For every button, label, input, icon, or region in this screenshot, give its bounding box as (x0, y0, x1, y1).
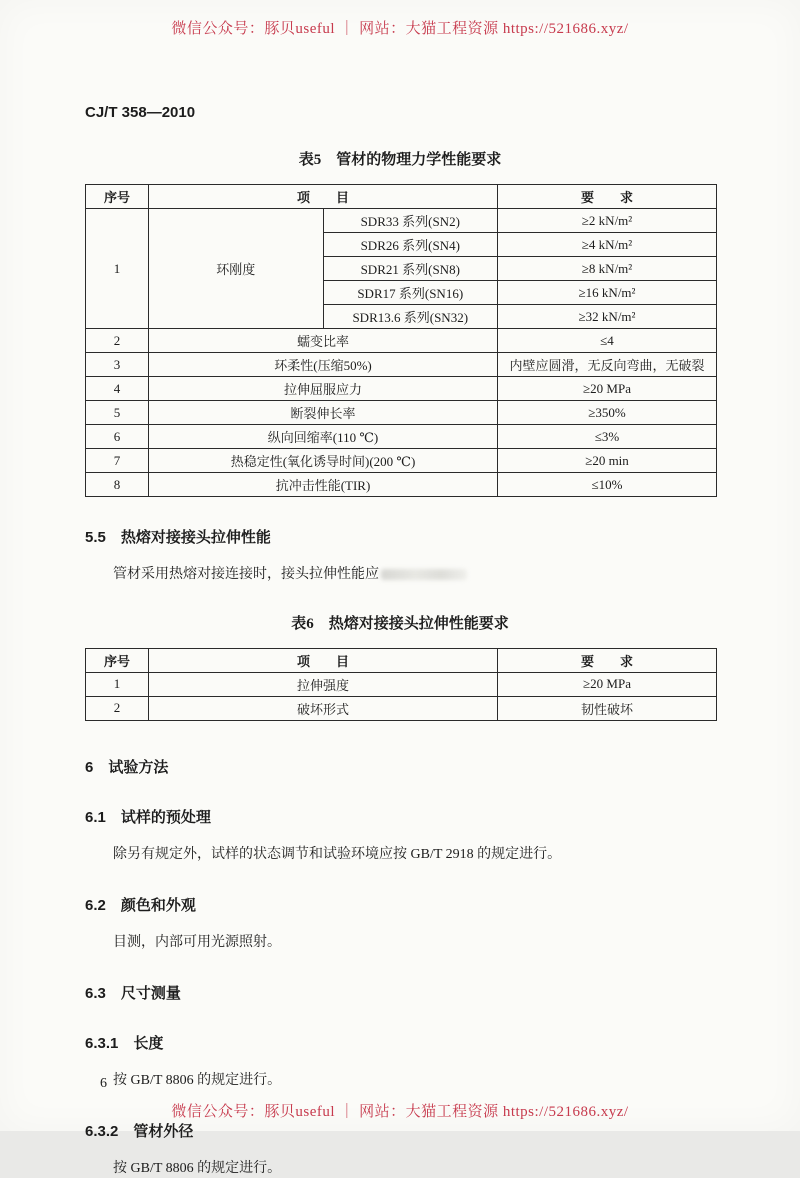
section-5-5-heading: 5.5 热熔对接接头拉伸性能 (85, 529, 271, 546)
table5 (85, 184, 717, 497)
table5-ring-item: SDR26 系列(SN4) (323, 233, 498, 257)
table5-row-no: 5 (86, 401, 149, 425)
table5-row-req: ≤3% (498, 425, 717, 449)
table-row (86, 353, 717, 377)
table5-row-req: ≥350% (498, 401, 717, 425)
section-5-5-paragraph (85, 566, 717, 585)
table-row (86, 401, 717, 425)
table5-ring-req: ≥2 kN/m² (498, 209, 717, 233)
table5-row-no: 4 (86, 377, 149, 401)
section-6-3-2-heading: 6.3.2 管材外径 (85, 1122, 194, 1140)
table-row (86, 329, 717, 353)
doc-number: CJ/T 358—2010 (85, 104, 196, 121)
table-row (86, 425, 717, 449)
table5-ring-item: SDR17 系列(SN16) (323, 281, 498, 305)
table6-row-no: 1 (86, 672, 149, 696)
table5-header-no: 序号 (86, 185, 149, 209)
section-6-3-1-heading: 6.3.1 长度 (85, 1034, 164, 1052)
table5-row-no: 8 (86, 473, 149, 497)
section-6-3-1-paragraph: 按 GB/T 8806 的规定进行。 (113, 1072, 282, 1088)
page-number: 6 (100, 1076, 107, 1091)
illegible-text-smudge (381, 569, 467, 580)
table-row (86, 377, 717, 401)
table5-ring-req: ≥16 kN/m² (498, 281, 717, 305)
table5-row-item: 热稳定性(氧化诱导时间)(200 ℃) (149, 449, 498, 473)
section-6-2-heading: 6.2 颜色和外观 (85, 896, 196, 914)
table5-row-item: 环柔性(压缩50%) (149, 353, 498, 377)
table6-row-no: 2 (86, 696, 149, 720)
section-6-1-paragraph: 除另有规定外，试样的状态调节和试验环境应按 GB/T 2918 的规定进行。 (113, 846, 562, 862)
table6-row-req: ≥20 MPa (498, 672, 717, 696)
table5-row-req: ≤4 (498, 329, 717, 353)
table6-row-item: 拉伸强度 (149, 672, 498, 696)
watermark-bottom: 微信公众号：豚贝useful ｜ 网站：大猫工程资源 https://521686.xyz/ (171, 1104, 629, 1120)
table-row (86, 672, 717, 696)
table5-ring-item: SDR13.6 系列(SN32) (323, 305, 498, 329)
table6-header-no: 序号 (86, 648, 149, 672)
table5-row-item: 纵向回缩率(110 ℃) (149, 425, 498, 449)
table6-header-item: 项 目 (149, 648, 498, 672)
section-6-2-paragraph: 目测，内部可用光源照射。 (113, 934, 281, 950)
watermark-top: 微信公众号：豚贝useful ｜ 网站：大猫工程资源 https://521686.xyz/ (171, 21, 629, 37)
table5-header-item: 项 目 (149, 185, 498, 209)
table6-header-row (86, 648, 717, 672)
table-row (86, 696, 717, 720)
table5-ring-item: SDR33 系列(SN2) (323, 209, 498, 233)
table5-ring-label: 环刚度 (149, 209, 324, 329)
table5-title: 表5 管材的物理力学性能要求 (298, 152, 502, 168)
table6-row-item: 破坏形式 (149, 696, 498, 720)
table5-ring-req: ≥32 kN/m² (498, 305, 717, 329)
section-6-1-heading: 6.1 试样的预处理 (85, 808, 211, 826)
section-6-heading: 6 试验方法 (85, 758, 169, 776)
section-6-3-heading: 6.3 尺寸测量 (85, 984, 181, 1002)
table5-row-req: 内壁应圆滑，无反向弯曲，无破裂 (498, 353, 717, 377)
table5-row-item: 拉伸屈服应力 (149, 377, 498, 401)
table5-ring-req: ≥8 kN/m² (498, 257, 717, 281)
table5-header-req: 要 求 (498, 185, 717, 209)
table5-ring-req: ≥4 kN/m² (498, 233, 717, 257)
table5-row-no: 3 (86, 353, 149, 377)
table5-row-no: 6 (86, 425, 149, 449)
table5-row-no: 7 (86, 449, 149, 473)
table5-row-item: 蠕变比率 (149, 329, 498, 353)
table-row (86, 209, 717, 233)
table5-row-req: ≤10% (498, 473, 717, 497)
table6 (85, 648, 717, 721)
table5-ring-no: 1 (86, 209, 149, 329)
table6-header-req: 要 求 (498, 648, 717, 672)
table-row (86, 473, 717, 497)
table6-title: 表6 热熔对接接头拉伸性能要求 (291, 615, 509, 632)
section-5-5-text: 管材采用热熔对接连接时，接头拉伸性能应 (113, 567, 379, 582)
table5-header-row (86, 185, 717, 209)
section-6-3-2-paragraph: 按 GB/T 8806 的规定进行。 (113, 1160, 282, 1176)
table5-row-req: ≥20 MPa (498, 377, 717, 401)
table5-row-req: ≥20 min (498, 449, 717, 473)
table6-row-req: 韧性破坏 (498, 696, 717, 720)
table-row (86, 449, 717, 473)
table5-ring-item: SDR21 系列(SN8) (323, 257, 498, 281)
table5-row-no: 2 (86, 329, 149, 353)
table5-row-item: 断裂伸长率 (149, 401, 498, 425)
table5-row-item: 抗冲击性能(TIR) (149, 473, 498, 497)
